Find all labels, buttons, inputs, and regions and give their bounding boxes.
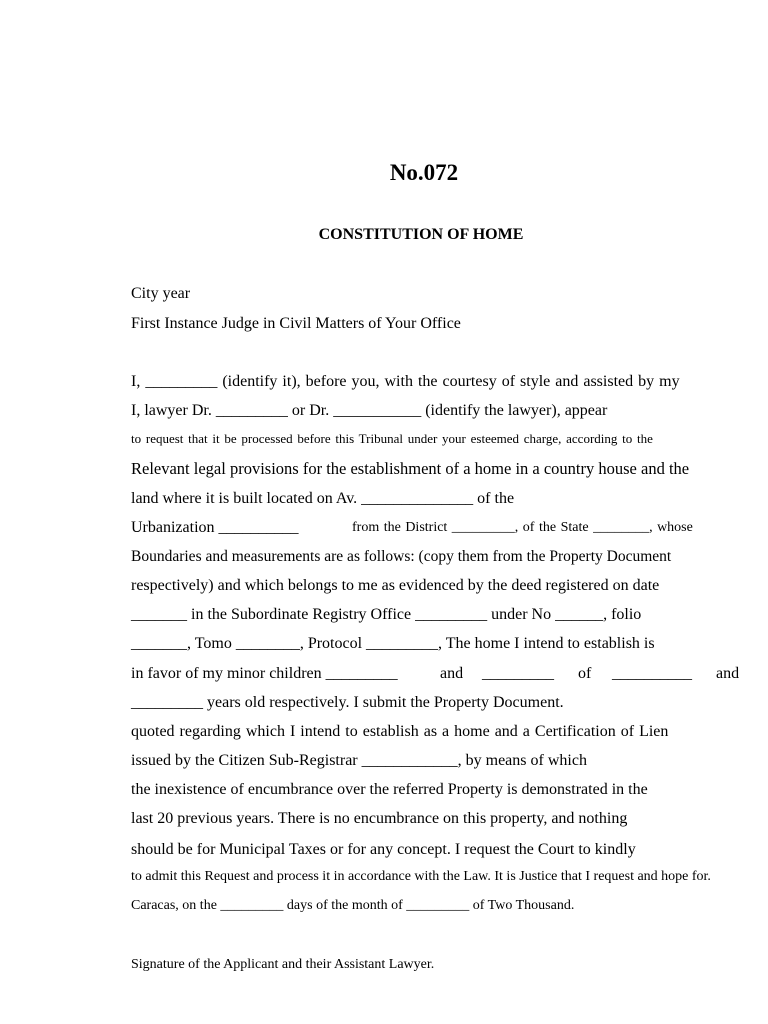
body-line-5: land where it is built located on Av. ______________ of the — [131, 490, 515, 507]
body-line-14: issued by the Citizen Sub-Registrar ____________, by means of which — [131, 752, 587, 769]
body-line-11d: of — [578, 665, 592, 682]
body-line-9: _______ in the Subordinate Registry Office _________ under No ______, folio — [131, 606, 642, 623]
body-line-2: I, lawyer Dr. _________ or Dr. ___________ (identify the lawyer), appear — [131, 402, 608, 419]
body-line-1: I, _________ (identify it), before you, with the courtesy of style and assisted by my — [131, 373, 680, 390]
body-line-13: quoted regarding which I intend to establish as a home and a Certification of Lien — [131, 723, 669, 740]
document-title: CONSTITUTION OF HOME — [318, 226, 524, 243]
body-line-16: last 20 previous years. There is no encumbrance on this property, and nothing — [131, 810, 628, 827]
body-line-10: _______, Tomo ________, Protocol _________, The home I intend to establish is — [131, 635, 655, 652]
body-line-12: _________ years old respectively. I submit the Property Document. — [131, 694, 564, 711]
body-line-11a: in favor of my minor children _________ — [131, 665, 398, 682]
document-number: No.072 — [389, 160, 459, 185]
body-line-8: respectively) and which belongs to me as evidenced by the deed registered on date — [131, 577, 660, 594]
signature-line: Signature of the Applicant and their Assistant Lawyer. — [131, 957, 435, 972]
body-line-17: should be for Municipal Taxes or for any concept. I request the Court to kindly — [131, 841, 636, 858]
body-line-4: Relevant legal provisions for the establishment of a home in a country house and the — [131, 459, 690, 478]
body-line-7: Boundaries and measurements are as follows: (copy them from the Property Document — [131, 548, 672, 565]
body-line-6a: Urbanization __________ — [131, 519, 299, 536]
body-line-11e: __________ — [612, 665, 692, 682]
date-line: Caracas, on the _________ days of the month of _________ of Two Thousand. — [131, 898, 575, 913]
body-line-3: to request that it be processed before this Tribunal under your esteemed charge, according to the — [131, 431, 653, 446]
body-line-11f: and — [716, 665, 740, 682]
place-date-line: City year — [131, 285, 191, 302]
addressee-line: First Instance Judge in Civil Matters of Your Office — [131, 315, 461, 332]
body-line-11c: _________ — [482, 665, 554, 682]
body-line-18: to admit this Request and process it in accordance with the Law. It is Justice that I request and hope for. — [131, 869, 711, 884]
body-line-15: the inexistence of encumbrance over the referred Property is demonstrated in the — [131, 781, 648, 798]
body-line-11b: and — [440, 665, 464, 682]
body-line-6b: from the District _________, of the State ________, whose — [352, 520, 693, 535]
